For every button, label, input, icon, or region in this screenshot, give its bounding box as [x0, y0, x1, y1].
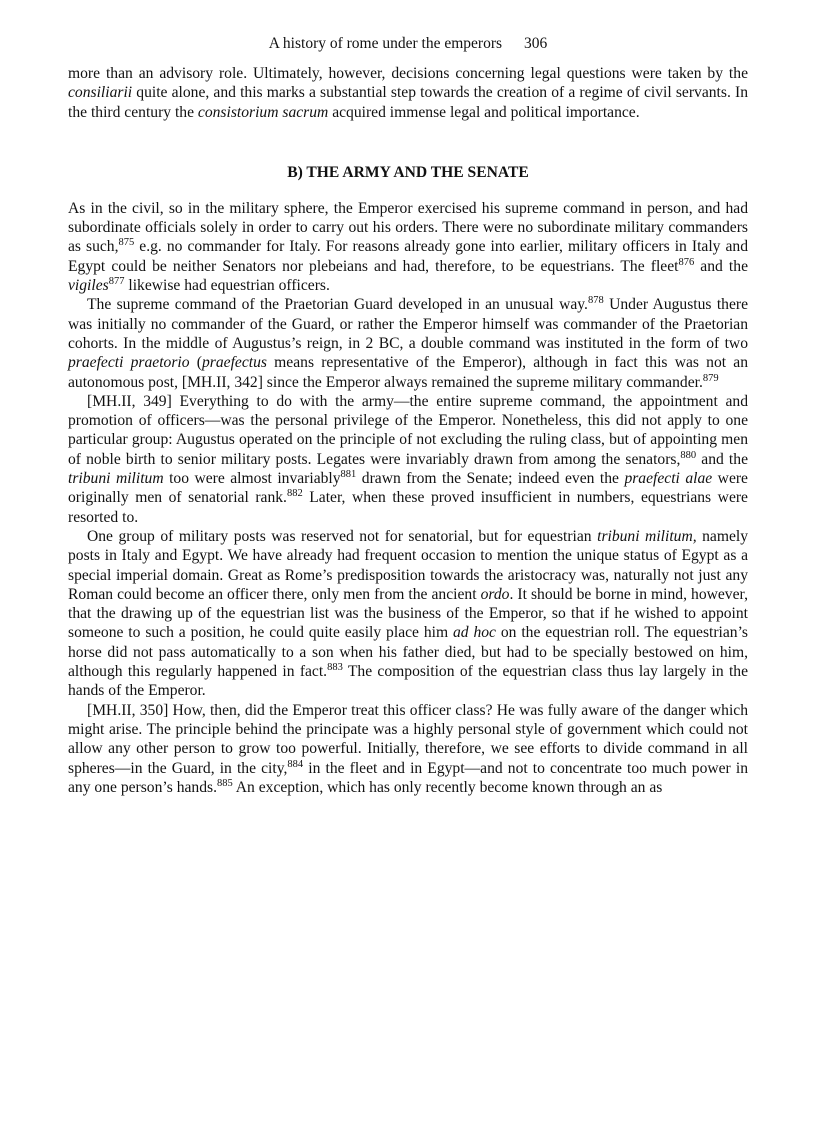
- text-run: means representative of the Emperor), although in fact this was not an autonomous post, [MH.II, 342] since the Emperor always remained the supreme military commander.: [68, 354, 749, 391]
- text-run: As in the civil, so in the military sphere, the Emperor exercised his supreme command in person, and had subordinate officials solely in order to carry out his orders. There were no subordinate military commanders as such,: [68, 199, 748, 256]
- text-run: [MH.II, 349] Everything to do with the army—the entire supreme command, the appointment and promotion of officers—was the personal privilege of the Emperor. Nonetheless, this did not apply to one particular group: Augustus operated on the principle of not excluding the ruling class, but of appointing men of noble birth to senior military posts. Legates were invariably drawn from among the senators,: [68, 392, 748, 468]
- text-run: One group of military posts was reserved not for senatorial, but for equestrian: [87, 527, 598, 545]
- text-run: An exception, which has only recently become known through an as: [232, 778, 663, 796]
- italic-term: praefectus: [201, 354, 267, 372]
- text-run: [MH.II, 350] How, then, did the Emperor treat this officer class? He was fully aware of the danger which might arise. The principle behind the principate was a highly personal style of government which could not allow any other person to grow too powerful. Initially, therefore, we see efforts to divide command in all spheres—in the Guard, in the city,: [68, 701, 748, 777]
- text-run: in the fleet and in Egypt—and not to concentrate too much power in any one person’s hands.: [68, 759, 748, 796]
- text-run: Later, when these proved insufficient in numbers, equestrians were resorted to.: [68, 489, 748, 526]
- footnote-ref[interactable]: 877: [108, 276, 125, 288]
- text-run: acquired immense legal and political importance.: [328, 103, 640, 121]
- running-header: [68, 34, 748, 54]
- text-run: were originally men of senatorial rank.: [68, 470, 748, 507]
- italic-term: ad hoc: [452, 624, 496, 642]
- paragraph-2: [68, 295, 748, 391]
- text-run: on the equestrian roll. The equestrian’s horse did not pass automatically to a son when his father died, but had to be specially bestowed on him, although this regularly happened in fact.: [68, 624, 748, 681]
- italic-term: praefecti praetorio: [68, 354, 190, 372]
- footnote-ref[interactable]: 875: [118, 237, 135, 249]
- text-run: The composition of the equestrian class thus lay largely in the hands of the Emperor.: [68, 663, 748, 700]
- text-run: too were almost invariably: [163, 470, 341, 488]
- text-run: more than an advisory role. Ultimately, however, decisions concerning legal questions were taken by the: [68, 65, 748, 82]
- text-run: Under Augustus there was initially no commander of the Guard, or rather the Emperor himself was commander of the Praetorian cohorts. In the middle of Augustus’s reign, in 2 BC, a double command was instituted in the form of two: [68, 296, 749, 352]
- footnote-ref[interactable]: 879: [702, 372, 719, 384]
- text-run: The supreme command of the Praetorian Guard developed in an unusual way.: [87, 296, 588, 314]
- text-run: quite alone, and this marks a substantial step towards the creation of a regime of civil servants. In the third century the: [68, 84, 748, 121]
- paragraph-4: [68, 527, 748, 701]
- paragraph-5: [68, 701, 748, 797]
- paragraph-1: [68, 199, 748, 295]
- text-run: . It should be borne in mind, however, that the drawing up of the equestrian list was the business of the Emperor, so that if he wished to appoint someone to such a position, he could quite easily place him: [68, 585, 748, 642]
- italic-term: consistorium sacrum: [197, 103, 329, 121]
- footnote-ref[interactable]: 880: [680, 449, 697, 461]
- italic-term: tribuni militum: [68, 470, 164, 488]
- italic-term: vigiles: [68, 277, 109, 295]
- italic-term: praefecti alae: [624, 470, 713, 488]
- page-number: 306: [524, 35, 548, 52]
- footnote-ref[interactable]: 881: [340, 469, 357, 481]
- italic-term: tribuni militum,: [597, 527, 697, 545]
- text-run: drawn from the Senate; indeed even the: [356, 470, 625, 488]
- footnote-ref[interactable]: 878: [587, 295, 604, 307]
- text-run: likewise had equestrian officers.: [124, 277, 330, 295]
- intro-paragraph: [68, 64, 748, 122]
- footnote-ref[interactable]: 885: [216, 777, 233, 789]
- section-heading: B) THE ARMY AND THE SENATE: [287, 163, 529, 181]
- footnote-ref[interactable]: 883: [327, 662, 343, 674]
- footnote-ref[interactable]: 882: [286, 488, 303, 500]
- footnote-ref[interactable]: 876: [678, 256, 695, 268]
- text-run: (: [189, 354, 202, 372]
- paragraph-3: [68, 392, 748, 527]
- document-page: [68, 34, 748, 797]
- text-run: and the: [694, 257, 748, 275]
- text-run: and the: [696, 450, 748, 468]
- italic-term: consiliarii: [68, 84, 133, 102]
- text-run: e.g. no commander for Italy. For reasons already gone into earlier, military officers in Italy and Egypt could be neither Senators nor plebeians and had, therefore, to be equestrians. The fleet: [68, 238, 748, 275]
- footnote-ref[interactable]: 884: [287, 758, 304, 770]
- text-run: namely posts in Italy and Egypt. We have already had frequent occasion to mention the unique status of Egypt as a special imperial domain. Great as Rome’s predisposition towards the aristocracy was, naturally not just any Roman could become an officer there, only men from the ancient: [68, 527, 749, 603]
- running-title: A history of rome under the emperors: [268, 35, 503, 52]
- italic-term: ordo: [480, 585, 510, 603]
